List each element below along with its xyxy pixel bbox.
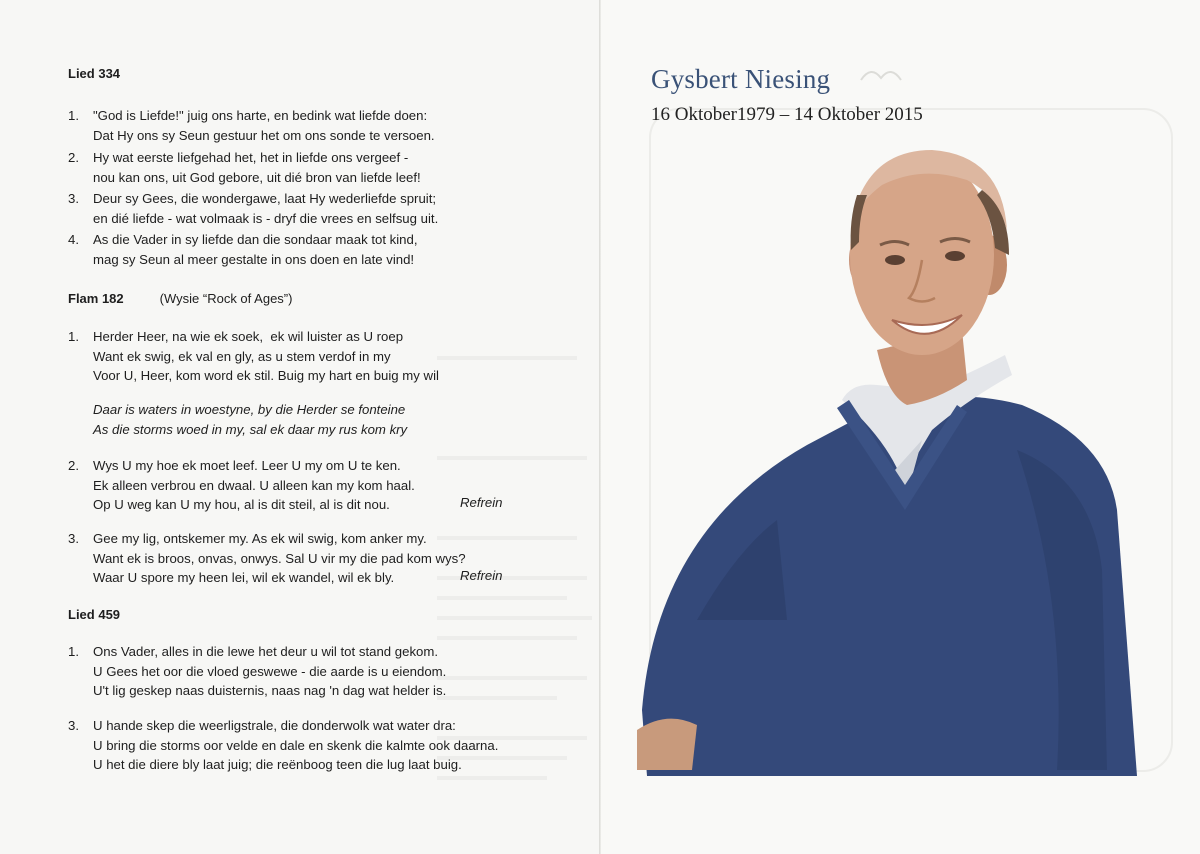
song-title-lied-334 (68, 66, 120, 81)
verse-number: 2. (68, 150, 79, 165)
deceased-name: Gysbert Niesing (651, 64, 831, 94)
verse-lines: Hy wat eerste liefgehad het, het in liefde ons vergeef - nou kan ons, uit God gebore, uit dié bron van liefde leef! (93, 150, 421, 185)
song-title: Flam 182 (68, 291, 124, 306)
verse (68, 642, 446, 701)
verse (68, 456, 415, 515)
verse-lines: Wys U my hoe ek moet leef. Leer U my om U te ken. Ek alleen verbrou en dwaal. U alleen kan my kom haal. Op U weg kan U my hou, al is dit steil, al is dit nou. (93, 458, 415, 512)
life-dates: 16 Oktober1979 – 14 Oktober 2015 (651, 104, 923, 125)
verse-lines: U hande skep die weerligstrale, die donderwolk wat water dra: U bring die storms oor velde en dale en skenk die kalmte ook daarna. U het die diere bly laat juig; die reënboog teen die lug laat buig. (93, 718, 499, 772)
verse-number: 1. (68, 329, 79, 344)
verse-lines: As die Vader in sy liefde dan die sondaar maak tot kind, mag sy Seun al meer gestalte in ons doen en late vind! (93, 232, 418, 267)
portrait-photo (637, 150, 1157, 776)
verse (68, 148, 421, 187)
verse (68, 716, 498, 775)
verse (68, 529, 466, 588)
verse-number: 3. (68, 718, 79, 733)
verse (68, 106, 435, 145)
verse-number: 3. (68, 191, 79, 206)
left-page-hymns (0, 0, 599, 854)
song-title: Lied 459 (68, 607, 121, 622)
refrein-label: Refrein (460, 568, 503, 583)
verse-number: 2. (68, 458, 79, 473)
verse-lines: Ons Vader, alles in die lewe het deur u wil tot stand gekom. U Gees het oor die vloed geswewe - die aarde is u eiendom. U't lig geskep naas duisternis, naas nag 'n dag wat helder is. (93, 644, 447, 698)
verse-number: 4. (68, 232, 79, 247)
verse-lines: Deur sy Gees, die wondergawe, laat Hy wederliefde spruit; en dié liefde - wat volmaak is - dryf die vrees en selfsug uit. (93, 191, 439, 226)
verse-lines: Gee my lig, ontskemer my. As ek wil swig, kom anker my. Want ek is broos, onvas, onwys. Sal U vir my die pad kom wys? Waar U spore my heen lei, wil ek wandel, wil ek bly. (93, 531, 466, 585)
verse-number: 3. (68, 531, 79, 546)
refrein-label: Refrein (460, 495, 503, 510)
verse (68, 189, 438, 228)
verse-number: 1. (68, 108, 79, 123)
verse (68, 230, 418, 269)
song-title-flam-182 (68, 291, 292, 306)
verse (68, 327, 439, 386)
song-title-lied-459 (68, 607, 120, 622)
verse-lines: Herder Heer, na wie ek soek, ek wil luister as U roep Want ek swig, ek val en gly, as u stem verdof in my Voor U, Heer, kom word ek stil. Buig my hart en buig my wil (93, 329, 439, 383)
song-tune: (Wysie “Rock of Ages”) (159, 291, 293, 306)
chorus-refrain: Daar is waters in woestyne, by die Herder se fonteine As die storms woed in my, sal ek daar my rus kom kry (93, 402, 408, 437)
right-page-memorial (601, 0, 1200, 854)
verse-lines: "God is Liefde!" juig ons harte, en bedink wat liefde doen: Dat Hy ons sy Seun gestuur het om ons sonde te versoen. (93, 108, 435, 143)
verse-number: 1. (68, 644, 79, 659)
ornament-icon (856, 60, 906, 90)
song-title: Lied 334 (68, 66, 121, 81)
